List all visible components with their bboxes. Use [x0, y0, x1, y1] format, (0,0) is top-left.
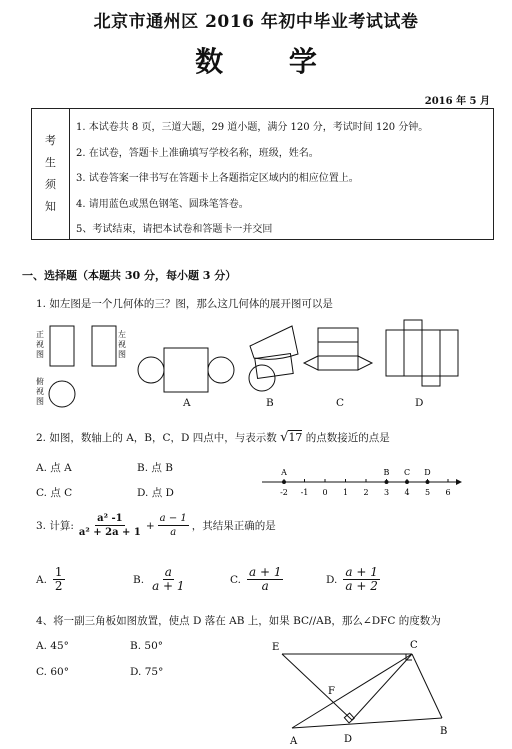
option-a-label: A: [183, 397, 191, 409]
axis-tick-label: -2: [280, 488, 288, 497]
axis-tick-label: 1: [342, 488, 349, 497]
question-2-text-after: 的点数接近的点是: [305, 432, 390, 444]
option-d-rect-2: [404, 330, 422, 376]
number-line-point-label: A: [281, 468, 287, 477]
question-1-figures: [30, 318, 470, 418]
segment-cb: [412, 654, 442, 718]
candidate-notice-box: [31, 108, 494, 240]
radicand: 17: [288, 431, 303, 444]
side-view-rect: [92, 326, 116, 366]
label-f: F: [328, 686, 335, 697]
q3-fraction-1: [77, 512, 143, 539]
option-d-rect-3: [422, 330, 440, 376]
notice-item: 2. 在试卷，答题卡上准确填写学校名称，班级，姓名。: [76, 148, 319, 159]
q3-option-a: [36, 566, 65, 593]
number-line-point: [385, 480, 389, 484]
question-3-suffix: ，其结果正确的是: [191, 520, 276, 532]
axis-tick-label: 0: [322, 488, 328, 497]
notice-label-char: 考: [45, 134, 56, 147]
notice-label-char: 生: [45, 156, 56, 169]
notice-item: 4. 请用蓝色或黑色钢笔、圆珠笔答卷。: [76, 199, 249, 210]
question-2-text: [36, 430, 390, 445]
label-e: E: [272, 642, 280, 653]
q2-option-d: D. 点 D: [137, 487, 174, 499]
q3-option-num: a + 1: [345, 565, 378, 579]
axis-tick-label: 4: [404, 488, 410, 497]
q3-option-den: a + 1: [152, 579, 185, 593]
q3-option-num: a: [164, 565, 172, 579]
sqrt-symbol: √: [280, 430, 289, 445]
q3-option-b: [133, 566, 187, 593]
option-a-rect: [164, 348, 208, 392]
number-line-point: [426, 480, 430, 484]
option-c-rect-bottom: [318, 356, 358, 370]
q3-option-letter: D.: [326, 573, 338, 586]
axis-tick-label: 2: [363, 488, 369, 497]
notice-label-char: 知: [45, 200, 56, 213]
label-c: C: [410, 640, 418, 651]
notice-item: 3. 试卷答案一律书写在答题卡上各题指定区域内的相应位置上。: [76, 173, 359, 184]
q3-option-fraction: [150, 566, 186, 593]
q3-fraction-1-den: a² + 2a + 1: [78, 527, 141, 538]
q3-option-letter: A.: [36, 573, 47, 586]
label-a: A: [290, 736, 298, 747]
number-line-point: [405, 480, 409, 484]
q3-option-c: [230, 566, 283, 593]
q3-option-den: a: [261, 579, 269, 593]
notice-item: 1. 本试卷共 8 页，三道大题，29 道小题，满分 120 分，考试时间 120 分钟。: [76, 122, 429, 133]
axis-tick-label: 3: [383, 488, 390, 497]
q3-plus: +: [145, 519, 155, 532]
number-line-point: [282, 480, 286, 484]
q2-option-b: B. 点 B: [137, 462, 173, 474]
option-d-rect-1: [386, 330, 404, 376]
q3-option-fraction: [247, 566, 283, 593]
label-d: D: [344, 734, 353, 745]
q3-option-den: 2: [54, 579, 63, 593]
question-4-text: 4、将一副三角板如图放置，使点 D 落在 AB 上，如果 BC//AB，那么∠DFC 的度数为: [36, 615, 441, 627]
q3-option-num: a + 1: [249, 565, 282, 579]
exam-title: 北京市通州区 2016 年初中毕业考试试卷: [93, 12, 419, 32]
q3-fraction-2: [158, 512, 189, 539]
front-view-rect: [50, 326, 74, 366]
segment-ac: [292, 654, 412, 728]
top-view-circle: [49, 381, 75, 407]
label-b: B: [440, 726, 448, 737]
question-3-text: [36, 512, 276, 539]
notice-label-char: 须: [45, 178, 56, 191]
q3-option-letter: B.: [133, 573, 145, 586]
option-a-circle-right: [208, 357, 234, 383]
option-d-rect-4: [440, 330, 458, 376]
segment-ab: [292, 718, 442, 728]
number-line-point-label: D: [424, 468, 431, 477]
q3-option-num: 1: [54, 565, 63, 579]
option-d-rect-top: [404, 320, 422, 330]
number-line-arrow: [456, 479, 462, 485]
number-line-point-label: B: [383, 468, 390, 477]
number-line-point-label: C: [403, 468, 411, 477]
option-c-rect-mid: [318, 342, 358, 356]
q4-option-c: C. 60°: [36, 666, 69, 678]
question-2-text-before: 2. 如图，数轴上的 A，B，C，D 四点中，与表示数: [36, 432, 277, 444]
option-a-circle-left: [138, 357, 164, 383]
axis-tick-label: 6: [445, 488, 451, 497]
axis-tick-label: 5: [424, 488, 431, 497]
q3-option-fraction: [343, 566, 379, 593]
section-heading: 一、选择题（本题共 30 分，每小题 3 分）: [22, 269, 237, 282]
option-d-label: D: [415, 397, 424, 409]
segment-cd: [352, 654, 412, 720]
subject-title: 数 学: [195, 45, 345, 78]
exam-date: 2016 年 5 月: [424, 96, 490, 107]
notice-item: 5、考试结束，请把本试卷和答题卡一并交回: [76, 224, 273, 235]
option-b-label: B: [266, 397, 274, 409]
notice-label: [32, 109, 70, 239]
option-c-rect-top: [318, 328, 358, 342]
q3-fraction-2-num: a − 1: [159, 513, 187, 524]
front-view-label: 正视图: [36, 330, 44, 359]
q3-fraction-1-num: a² -1: [97, 513, 123, 524]
q3-fraction-2-den: a: [170, 527, 177, 538]
question-4-figure: [262, 636, 462, 748]
q3-option-letter: C.: [230, 573, 241, 586]
side-view-label: 左视图: [118, 330, 126, 359]
q3-option-d: [326, 566, 380, 593]
option-c-label: C: [336, 397, 345, 409]
q4-option-b: B. 50°: [130, 640, 164, 652]
q3-option-fraction: [53, 566, 65, 593]
option-c-triangles: [304, 356, 372, 370]
axis-tick-label: -1: [300, 488, 309, 497]
segment-ed: [282, 654, 352, 720]
number-line: [262, 464, 462, 500]
option-d-rect-bottom: [422, 376, 440, 386]
question-3-prefix: 3. 计算:: [36, 520, 74, 532]
q2-option-c: C. 点 C: [36, 487, 73, 499]
q3-option-den: a + 2: [345, 579, 378, 593]
question-1-text: 1. 如左图是一个几何体的三？图，那么这几何体的展开图可以是: [36, 298, 333, 310]
q4-option-d: D. 75°: [130, 666, 164, 678]
q4-option-a: A. 45°: [36, 640, 69, 652]
top-view-label: 俯视图: [36, 377, 44, 406]
q2-option-a: A. 点 A: [36, 462, 72, 474]
